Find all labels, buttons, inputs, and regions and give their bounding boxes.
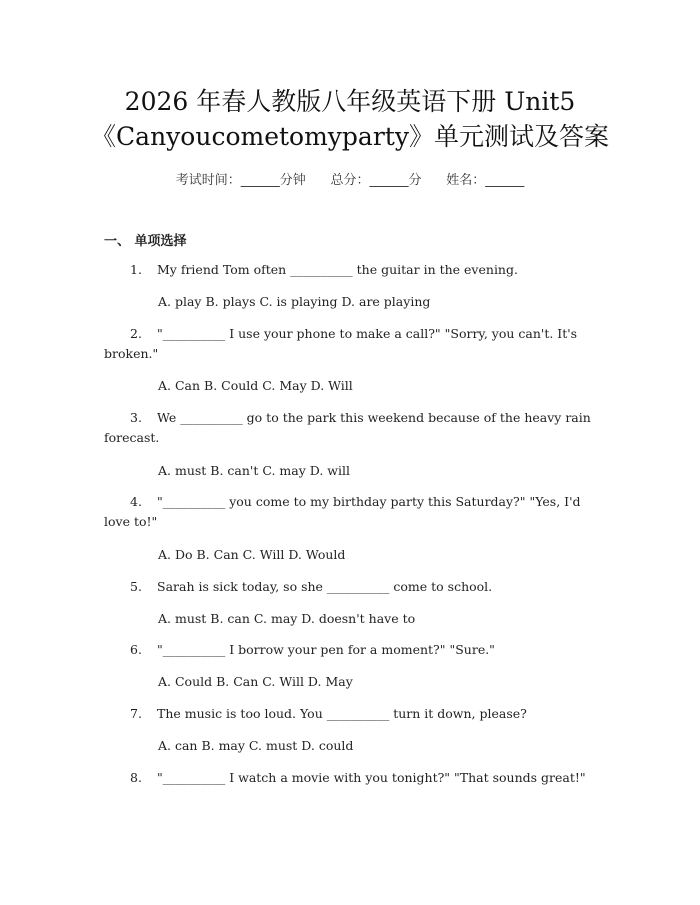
question-number: 2.: [130, 326, 142, 341]
question-2: [104, 324, 604, 364]
question-7: [104, 704, 604, 724]
question-number: 1.: [130, 262, 142, 277]
question-6-options: A. Could B. Can C. Will D. May: [158, 674, 353, 689]
question-5-options: A. must B. can C. may D. doesn't have to: [158, 611, 416, 626]
question-5: [104, 577, 604, 597]
question-4-options: A. Do B. Can C. Will D. Would: [158, 547, 346, 562]
document-title-line-1: 2026 年春人教版八年级英语下册 Unit5: [124, 87, 576, 116]
question-3: [104, 408, 604, 448]
question-text: The music is too loud. You __________ turn it down, please?: [157, 706, 527, 721]
question-text: "__________ I watch a movie with you tonight?" "That sounds great!": [157, 770, 586, 785]
document-title-line-2: 《Canyoucometomyparty》单元测试及答案: [91, 122, 609, 151]
question-8: [104, 768, 604, 788]
question-number: 4.: [130, 494, 142, 509]
question-3-options: A. must B. can't C. may D. will: [158, 463, 350, 478]
question-text: "__________ you come to my birthday party this Saturday?" "Yes, I'd love to!": [104, 494, 585, 529]
question-text: "__________ I borrow your pen for a moment?" "Sure.": [157, 642, 495, 657]
exam-info-line: 考试时间：______分钟 总分：______分 姓名：______: [175, 173, 525, 188]
question-text: Sarah is sick today, so she __________ come to school.: [157, 579, 493, 594]
question-number: 8.: [130, 770, 142, 785]
question-7-options: A. can B. may C. must D. could: [158, 738, 354, 753]
question-text: We __________ go to the park this weekend because of the heavy rain forecast.: [104, 410, 595, 445]
question-1: [104, 260, 604, 280]
question-1-options: A. play B. plays C. is playing D. are playing: [158, 294, 431, 309]
question-6: [104, 640, 604, 660]
question-text: "__________ I use your phone to make a call?" "Sorry, you can't. It's broken.": [104, 326, 582, 361]
question-text: My friend Tom often __________ the guitar in the evening.: [157, 262, 518, 277]
question-2-options: A. Can B. Could C. May D. Will: [158, 378, 353, 393]
question-number: 5.: [130, 579, 142, 594]
question-number: 3.: [130, 410, 142, 425]
question-4: [104, 492, 604, 532]
section-heading: 一、 单项选择: [104, 234, 187, 249]
question-number: 6.: [130, 642, 142, 657]
question-number: 7.: [130, 706, 142, 721]
